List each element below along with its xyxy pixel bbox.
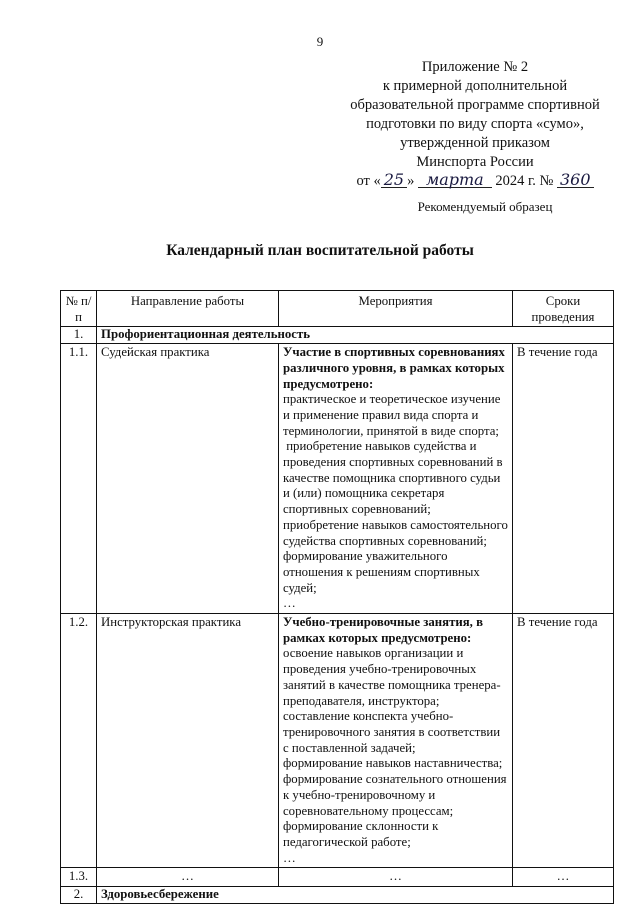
page-number: 9 (316, 34, 324, 49)
header-activities: Мероприятия (279, 291, 513, 327)
table-header-row (61, 291, 614, 327)
table-row (61, 344, 614, 614)
activity-item: формирование склонности к педагогической работе; (283, 819, 439, 849)
annex-line: Минспорта России (416, 154, 534, 170)
activity-item: приобретение навыков судейства и проведения спортивных соревнований в качестве помощника спортивного судьи и (или) помощника секретаря спортивных соревнований; (283, 439, 506, 517)
table-row (61, 614, 614, 868)
row-activities: … (279, 868, 513, 887)
activity-item: освоение навыков организации и проведения учебно-тренировочных занятий в качестве помощника тренера-преподавателя, инструктора; (283, 646, 501, 708)
section-row-1 (61, 327, 614, 344)
order-year: 2024 г. № (495, 173, 554, 189)
annex-block (330, 58, 620, 191)
row-direction: Судейская практика (97, 344, 279, 614)
activity-item: формирование навыков наставничества; (283, 756, 503, 771)
activity-item: составление конспекта учебно-тренировочного занятия в соответствии с поставленной задачей; (283, 709, 501, 755)
order-prefix: от « (356, 173, 381, 189)
table-row (61, 868, 614, 887)
section-row-2 (61, 887, 614, 904)
order-day-handwritten: 25 (381, 173, 407, 188)
row-activities (279, 344, 513, 614)
order-line (330, 172, 620, 191)
header-num: № п/п (61, 291, 97, 327)
row-terms: В течение года (513, 614, 614, 868)
section-num: 1. (61, 327, 97, 344)
section-title: Профориентационная деятельность (97, 327, 614, 344)
row-terms: В течение года (513, 344, 614, 614)
row-num: 1.1. (61, 344, 97, 614)
activity-item: приобретение навыков самостоятельного судейства спортивных соревнований; (283, 517, 508, 548)
activity-item: … (283, 596, 296, 611)
row-terms: … (513, 868, 614, 887)
row-direction: … (97, 868, 279, 887)
row-direction: Инструкторская практика (97, 614, 279, 868)
row-activities (279, 614, 513, 868)
activity-item: практическое и теоретическое изучение и применение правил вида спорта и терминологии, принятой в виде спорта; (283, 392, 501, 438)
row-num: 1.2. (61, 614, 97, 868)
header-direction: Направление работы (97, 291, 279, 327)
annex-line: образовательной программе спортивной (350, 97, 600, 113)
section-title: Здоровьесбережение (97, 887, 614, 904)
section-num: 2. (61, 887, 97, 904)
annex-line: подготовки по виду спорта «сумо», (366, 116, 584, 132)
row-num: 1.3. (61, 868, 97, 887)
document-title: Календарный план воспитательной работы (166, 242, 474, 259)
header-terms: Сроки проведения (513, 291, 614, 327)
annex-line: к примерной дополнительной (382, 78, 568, 94)
order-number-handwritten: 360 (557, 173, 594, 188)
activities-heading: Учебно-тренировочные занятия, в рамках которых предусмотрено: (283, 615, 483, 645)
sample-label: Рекомендуемый образец (417, 199, 553, 214)
plan-table (60, 290, 614, 904)
activity-item: формирование сознательного отношения к учебно-тренировочному и соревновательному процессам; (283, 772, 507, 818)
order-month-handwritten: марта (418, 173, 492, 188)
annex-line: Приложение № 2 (421, 59, 529, 75)
activity-item: формирование уважительного отношения к решениям спортивных судей; (283, 549, 480, 595)
order-mid: » (407, 173, 415, 189)
activities-heading: Участие в спортивных соревнованиях различного уровня, в рамках которых предусмотрено: (283, 345, 505, 391)
annex-line: утвержденной приказом (400, 135, 550, 151)
activity-item: … (283, 850, 296, 865)
